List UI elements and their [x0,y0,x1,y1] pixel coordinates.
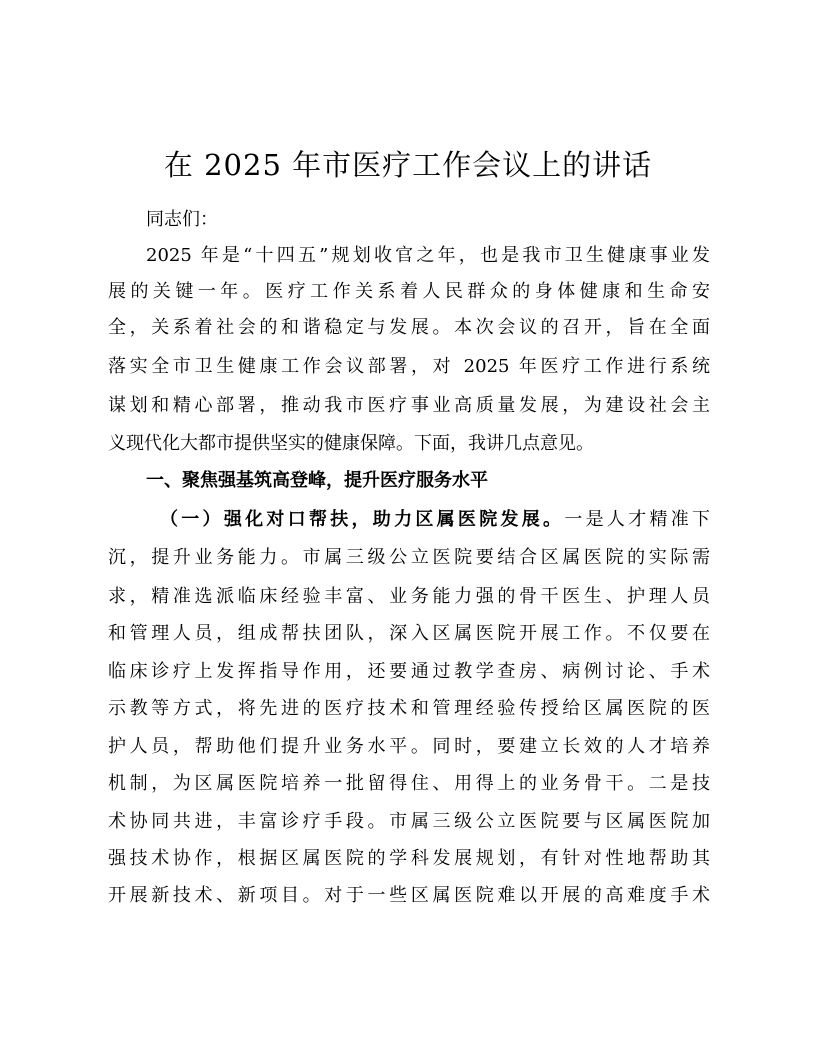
body-line: 术协同共进，丰富诊疗手段。市属三级公立医院要与区属医院加 [108,811,710,832]
subsection-first-line [160,506,710,534]
body-line: 示教等方式，将先进的医疗技术和管理经验传授给区属医院的医 [108,698,710,719]
intro-line: 2025 年是“十四五”规划收官之年，也是我市卫生健康事业发 [146,245,710,266]
intro-line: 落实全市卫生健康工作会议部署，对 2025 年医疗工作进行系统 [108,356,710,377]
subsection-heading: （一）强化对口帮扶，助力区属医院发展。 [160,509,565,530]
section-heading: 一、聚焦强基筑高登峰，提升医疗服务水平 [146,470,488,491]
body-line: 沉，提升业务能力。市属三级公立医院要结合区属医院的实际需 [108,547,710,568]
body-line: 护人员，帮助他们提升业务水平。同时，要建立长效的人才培养 [108,736,710,757]
body-line: 和管理人员，组成帮扶团队，深入区属医院开展工作。不仅要在 [108,623,710,644]
body-line: 强技术协作，根据区属医院的学科发展规划，有针对性地帮助其 [108,848,710,869]
salutation: 同志们： [146,209,218,230]
body-line: 机制，为区属医院培养一批留得住、用得上的业务骨干。二是技 [108,773,710,794]
intro-line: 谋划和精心部署，推动我市医疗事业高质量发展，为建设社会主 [108,395,710,416]
subsection-first-line-rest: 一是人才精准下 [564,509,711,530]
body-line: 开展新技术、新项目。对于一些区属医院难以开展的高难度手术 [108,885,710,906]
intro-line: 义现代化大都市提供坚实的健康保障。下面，我讲几点意见。 [108,433,594,454]
body-line: 临床诊疗上发挥指导作用，还要通过教学查房、病例讨论、手术 [108,661,710,682]
intro-line: 展的关键一年。医疗工作关系着人民群众的身体健康和生命安 [108,281,710,302]
body-line: 求，精准选派临床经验丰富、业务能力强的骨干医生、护理人员 [108,586,710,607]
intro-line: 全，关系着社会的和谐稳定与发展。本次会议的召开，旨在全面 [108,317,710,338]
document-title: 在 2025 年市医疗工作会议上的讲话 [163,148,653,182]
